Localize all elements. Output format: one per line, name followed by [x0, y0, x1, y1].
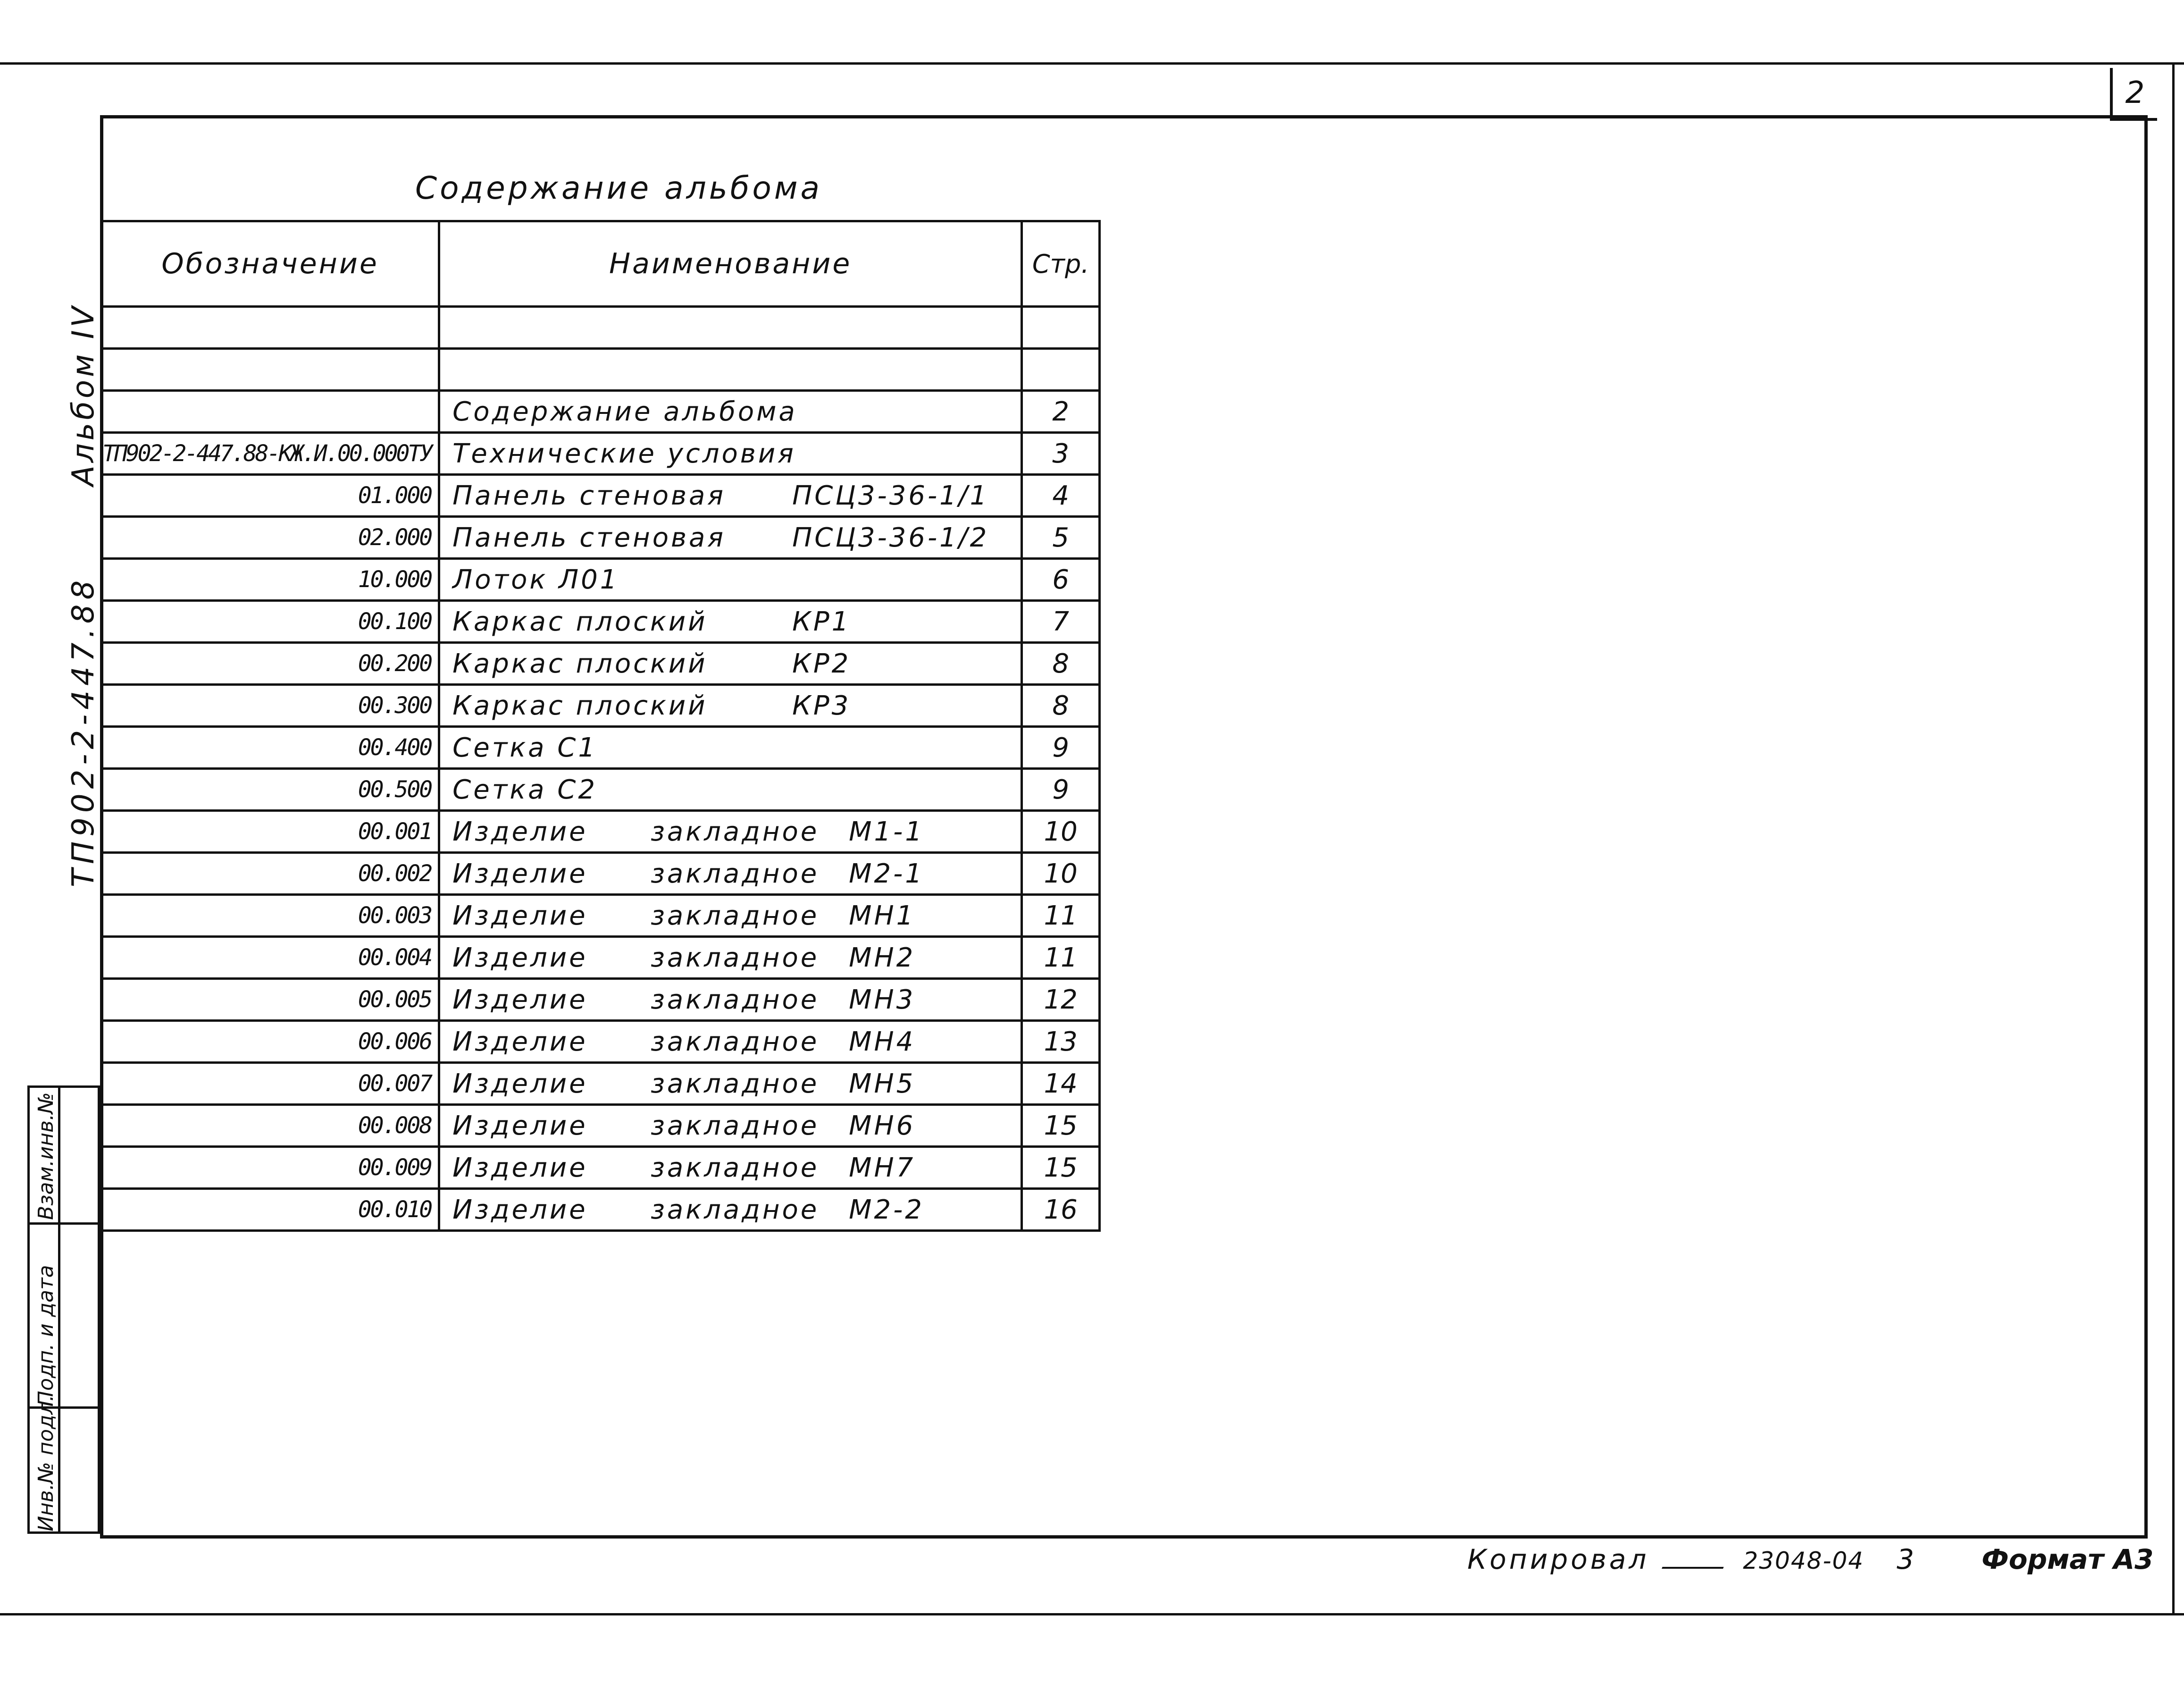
row-name-part: КР3	[792, 690, 851, 721]
row-name-part: КР1	[792, 606, 851, 637]
bottom-edge-line	[0, 1613, 2184, 1615]
row-name	[439, 391, 1022, 433]
row-name	[439, 349, 1022, 391]
row-designation: 00.004	[101, 937, 439, 979]
row-designation: 00.008	[101, 1105, 439, 1147]
row-page: 8	[1022, 685, 1100, 727]
row-page: 5	[1022, 517, 1100, 559]
table-row	[101, 769, 1100, 811]
row-name	[439, 1147, 1022, 1189]
row-name-part: закладное	[651, 858, 820, 889]
format-label: Формат А3	[1982, 1543, 2154, 1575]
order-number: 23048-04	[1743, 1547, 1864, 1574]
row-designation	[101, 349, 439, 391]
contents-table	[100, 220, 1101, 1232]
row-name-part: М1-1	[849, 816, 924, 847]
row-name	[439, 559, 1022, 601]
row-designation: ТП902-2-447.88-КЖ.И.00.000ТУ	[101, 433, 439, 475]
row-name-part: ПСЦ3-36-1/2	[792, 522, 989, 553]
table-row	[101, 349, 1100, 391]
row-designation: 01.000	[101, 475, 439, 517]
table-row	[101, 307, 1100, 349]
stamp-strip	[27, 1085, 100, 1534]
row-name-part: МН3	[849, 984, 916, 1015]
row-name	[439, 979, 1022, 1021]
row-page: 15	[1022, 1147, 1100, 1189]
row-name-part: МН6	[849, 1110, 916, 1141]
row-designation: 00.005	[101, 979, 439, 1021]
row-page: 8	[1022, 643, 1100, 685]
row-designation: 00.500	[101, 769, 439, 811]
row-name-part: МН7	[849, 1152, 916, 1183]
table-row	[101, 1105, 1100, 1147]
row-designation: 00.010	[101, 1189, 439, 1231]
footer-copied	[1467, 1543, 1864, 1575]
row-page: 2	[1022, 391, 1100, 433]
table-row	[101, 1063, 1100, 1105]
row-name	[439, 643, 1022, 685]
table-row	[101, 1147, 1100, 1189]
row-name-part: Изделие	[452, 900, 588, 931]
table-row	[101, 895, 1100, 937]
row-name-part: Содержание альбома	[452, 396, 797, 427]
row-name	[439, 475, 1022, 517]
stamp-sign-date: Подп. и дата	[34, 1265, 58, 1406]
row-name-part: закладное	[651, 1026, 820, 1057]
row-name-part: Каркас плоский	[452, 690, 708, 721]
sheet-count: 3	[1897, 1543, 1914, 1575]
row-name-part: Изделие	[452, 858, 588, 889]
table-row	[101, 937, 1100, 979]
row-name	[439, 517, 1022, 559]
row-page: 10	[1022, 811, 1100, 853]
table-header-row	[101, 221, 1100, 307]
row-page	[1022, 349, 1100, 391]
row-designation	[101, 391, 439, 433]
row-name-part: закладное	[651, 1110, 820, 1141]
row-page: 7	[1022, 601, 1100, 643]
table-row	[101, 1189, 1100, 1231]
table-row	[101, 601, 1100, 643]
row-designation: 02.000	[101, 517, 439, 559]
row-name-part: МН5	[849, 1068, 916, 1099]
row-page: 13	[1022, 1021, 1100, 1063]
row-name-part: Каркас плоский	[452, 606, 708, 637]
row-name-part: МН4	[849, 1026, 916, 1057]
row-name-part: Изделие	[452, 1110, 588, 1141]
row-page: 11	[1022, 937, 1100, 979]
header-designation: Обозначение	[101, 221, 439, 307]
row-name	[439, 937, 1022, 979]
row-name-part: закладное	[651, 942, 820, 973]
table-row	[101, 811, 1100, 853]
table-row	[101, 979, 1100, 1021]
row-name-part: Изделие	[452, 1068, 588, 1099]
row-name-part: Изделие	[452, 942, 588, 973]
row-name	[439, 727, 1022, 769]
row-name-part: Панель стеновая	[452, 480, 726, 511]
row-name-part: закладное	[651, 816, 820, 847]
stamp-entry-column	[58, 1085, 100, 1534]
row-name-part: Сетка С1	[452, 732, 598, 763]
row-name-part: закладное	[651, 900, 820, 931]
right-edge-line	[2172, 62, 2175, 1615]
table-row	[101, 559, 1100, 601]
row-name	[439, 769, 1022, 811]
table-row	[101, 475, 1100, 517]
stamp-inv-original: Инв.№ подл.	[34, 1395, 58, 1531]
row-designation: 00.003	[101, 895, 439, 937]
table-row	[101, 727, 1100, 769]
row-designation: 00.006	[101, 1021, 439, 1063]
row-name-part: закладное	[651, 1194, 820, 1225]
row-designation: 00.007	[101, 1063, 439, 1105]
row-page: 3	[1022, 433, 1100, 475]
row-name	[439, 853, 1022, 895]
row-name-part: КР2	[792, 648, 851, 679]
header-page: Стр.	[1022, 221, 1100, 307]
row-designation: 10.000	[101, 559, 439, 601]
row-page: 6	[1022, 559, 1100, 601]
row-name-part: Изделие	[452, 984, 588, 1015]
row-name	[439, 811, 1022, 853]
row-name-part: М2-1	[849, 858, 924, 889]
row-name-part: закладное	[651, 1152, 820, 1183]
row-name	[439, 1189, 1022, 1231]
row-name	[439, 1063, 1022, 1105]
stamp-replace-inv: Взам.инв.№	[34, 1092, 58, 1220]
row-name	[439, 895, 1022, 937]
copier-signature	[1662, 1548, 1731, 1569]
header-name: Наименование	[439, 221, 1022, 307]
row-name-part: МН1	[849, 900, 916, 931]
row-page: 11	[1022, 895, 1100, 937]
page-number: 2	[2125, 76, 2145, 110]
row-name-part: М2-2	[849, 1194, 924, 1225]
row-name-part: Изделие	[452, 1194, 588, 1225]
row-page: 15	[1022, 1105, 1100, 1147]
row-designation: 00.300	[101, 685, 439, 727]
row-designation: 00.002	[101, 853, 439, 895]
row-name-part: закладное	[651, 984, 820, 1015]
table-row	[101, 391, 1100, 433]
row-name	[439, 433, 1022, 475]
row-name-part: Сетка С2	[452, 774, 598, 805]
row-page: 10	[1022, 853, 1100, 895]
top-edge-line	[0, 62, 2184, 65]
row-page: 4	[1022, 475, 1100, 517]
row-designation: 00.200	[101, 643, 439, 685]
row-name-part: Каркас плоский	[452, 648, 708, 679]
table-row	[101, 685, 1100, 727]
row-name-part: Изделие	[452, 1152, 588, 1183]
row-designation: 00.009	[101, 1147, 439, 1189]
row-name-part: Изделие	[452, 816, 588, 847]
row-page: 9	[1022, 769, 1100, 811]
page-title: Содержание альбома	[415, 170, 822, 206]
row-name	[439, 307, 1022, 349]
row-designation: 00.400	[101, 727, 439, 769]
copied-label: Копировал	[1467, 1543, 1649, 1575]
row-name-part: МН2	[849, 942, 916, 973]
table-row	[101, 1021, 1100, 1063]
row-page: 9	[1022, 727, 1100, 769]
row-page: 12	[1022, 979, 1100, 1021]
table-row	[101, 517, 1100, 559]
row-name-part: ПСЦ3-36-1/1	[792, 480, 989, 511]
table-row	[101, 853, 1100, 895]
row-name-part: Технические условия	[452, 438, 796, 469]
table-row	[101, 433, 1100, 475]
row-designation	[101, 307, 439, 349]
page-number-box	[2110, 68, 2157, 121]
row-name-part: закладное	[651, 1068, 820, 1099]
row-designation: 00.001	[101, 811, 439, 853]
album-label: Альбом IV	[66, 303, 101, 486]
row-name	[439, 1021, 1022, 1063]
row-name-part: Изделие	[452, 1026, 588, 1057]
row-name-part: Панель стеновая	[452, 522, 726, 553]
row-name-part: Лоток Л01	[452, 564, 619, 595]
row-name	[439, 1105, 1022, 1147]
project-code-label: ТП902-2-447.88	[66, 575, 101, 887]
row-name	[439, 601, 1022, 643]
row-name	[439, 685, 1022, 727]
table-row	[101, 643, 1100, 685]
row-designation: 00.100	[101, 601, 439, 643]
row-page: 14	[1022, 1063, 1100, 1105]
row-page: 16	[1022, 1189, 1100, 1231]
row-page	[1022, 307, 1100, 349]
